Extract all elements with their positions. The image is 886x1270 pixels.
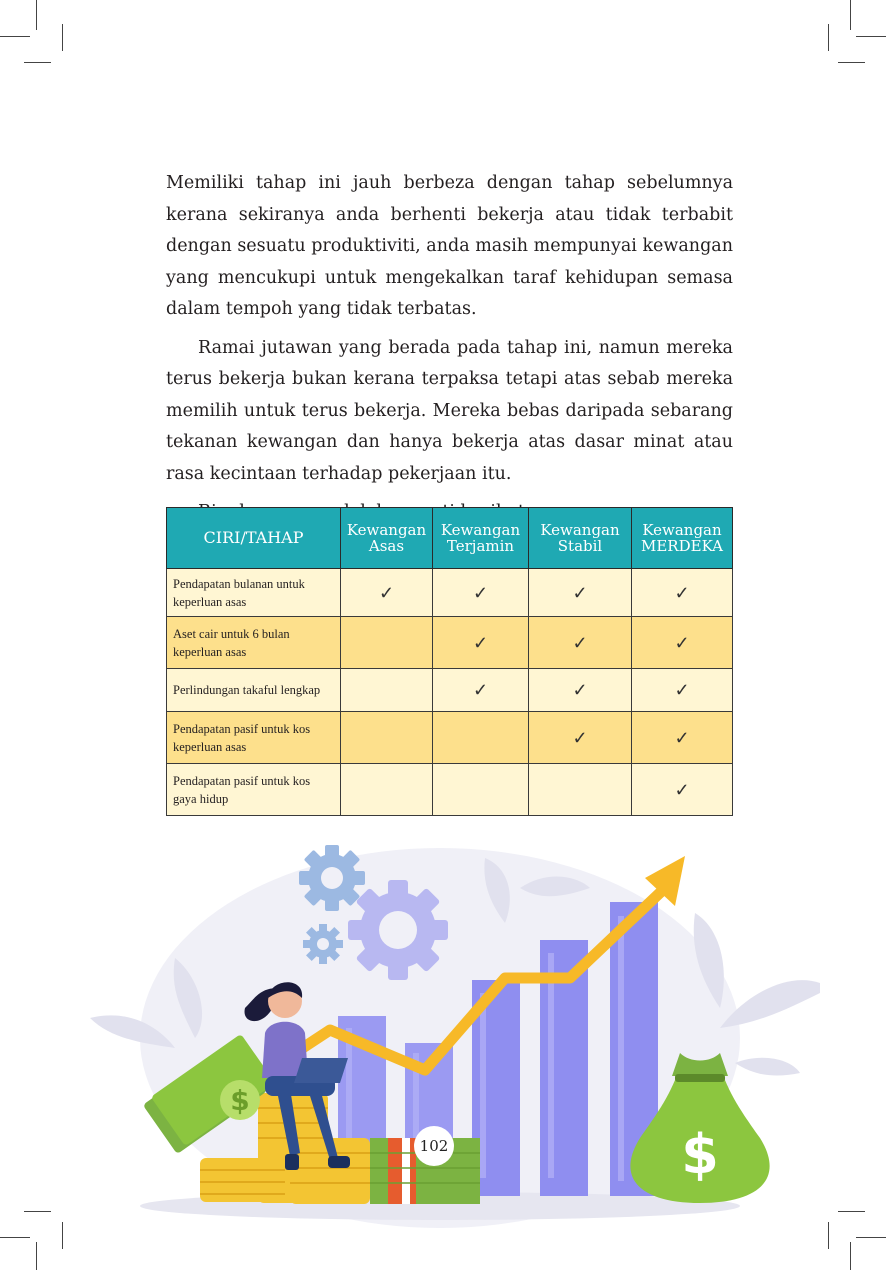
empty-cell xyxy=(341,669,433,712)
check-mark-cell: ✓ xyxy=(433,617,529,669)
body-text xyxy=(166,168,733,536)
empty-cell xyxy=(433,712,529,764)
leaf-icon xyxy=(735,1058,800,1076)
column-header-line2: Stabil xyxy=(557,537,603,555)
gear-icon xyxy=(303,924,343,964)
gear-icon xyxy=(299,845,365,911)
column-header-line2: Asas xyxy=(368,537,405,555)
empty-cell xyxy=(529,764,632,816)
table-row xyxy=(167,764,733,816)
check-mark-cell: ✓ xyxy=(433,669,529,712)
crop-mark xyxy=(850,0,851,30)
check-mark-cell: ✓ xyxy=(632,569,733,617)
crop-mark xyxy=(828,1222,829,1249)
check-mark-cell: ✓ xyxy=(529,669,632,712)
crop-mark xyxy=(36,0,37,30)
crop-mark xyxy=(62,24,63,51)
page-number: 102 xyxy=(419,1137,449,1155)
table-row xyxy=(167,669,733,712)
table-body xyxy=(167,569,733,816)
crop-mark xyxy=(850,1242,851,1270)
column-header xyxy=(433,508,529,569)
empty-cell xyxy=(341,617,433,669)
check-mark-cell: ✓ xyxy=(341,569,433,617)
table-header-row xyxy=(167,508,733,569)
table-row xyxy=(167,712,733,764)
column-header xyxy=(167,508,341,569)
row-label: Perlindungan takaful lengkap xyxy=(167,669,341,712)
check-mark-cell: ✓ xyxy=(632,669,733,712)
empty-cell xyxy=(341,764,433,816)
crop-mark xyxy=(36,1242,37,1270)
column-header xyxy=(529,508,632,569)
crop-mark xyxy=(24,1211,51,1212)
column-header xyxy=(632,508,733,569)
table-row xyxy=(167,569,733,617)
crop-mark xyxy=(856,36,886,37)
crop-mark xyxy=(24,62,51,63)
check-mark-cell: ✓ xyxy=(529,569,632,617)
column-header-text: CIRI/TAHAP xyxy=(203,528,304,547)
summary-table xyxy=(166,507,733,816)
table-row xyxy=(167,617,733,669)
paragraph: Ramai jutawan yang berada pada tahap ini, namun mereka terus bekerja bukan kerana terpaksa tetapi atas sebab mereka memilih untuk terus bekerja. Mereka bebas daripada sebarang tekanan kewangan dan hanya bekerja atas dasar minat atau rasa kecintaan terhadap pekerjaan itu. xyxy=(166,337,733,484)
empty-cell xyxy=(433,764,529,816)
row-label: Aset cair untuk 6 bulan keperluan asas xyxy=(167,617,341,669)
crop-mark xyxy=(62,1222,63,1249)
row-label: Pendapatan bulanan untuk keperluan asas xyxy=(167,569,341,617)
dollar-symbol: $ xyxy=(681,1123,719,1186)
row-label: Pendapatan pasif untuk kos gaya hidup xyxy=(167,764,341,816)
check-mark-cell: ✓ xyxy=(529,712,632,764)
check-mark-cell: ✓ xyxy=(632,764,733,816)
paragraph: Memiliki tahap ini jauh berbeza dengan tahap sebelumnya kerana sekiranya anda berhenti bekerja atau tidak terbabit dengan sesuatu produktiviti, anda masih mempunyai kewangan yang mencukupi untuk mengekalkan taraf kehidupan semasa dalam tempoh yang tidak terbatas. xyxy=(166,173,733,319)
crop-mark xyxy=(0,1237,30,1238)
row-label: Pendapatan pasif untuk kos keperluan asas xyxy=(167,712,341,764)
empty-cell xyxy=(341,712,433,764)
check-mark-cell: ✓ xyxy=(433,569,529,617)
check-mark-cell: ✓ xyxy=(632,617,733,669)
column-header-line1: Kewangan xyxy=(642,521,722,539)
gear-icon xyxy=(348,880,448,980)
crop-mark xyxy=(856,1237,886,1238)
dollar-symbol: $ xyxy=(230,1084,250,1117)
check-mark-cell: ✓ xyxy=(529,617,632,669)
check-mark-cell: ✓ xyxy=(632,712,733,764)
column-header-line2: Terjamin xyxy=(446,537,515,555)
crop-mark xyxy=(0,36,30,37)
column-header-line1: Kewangan xyxy=(540,521,620,539)
crop-mark xyxy=(828,24,829,51)
crop-mark xyxy=(838,1211,865,1212)
column-header-line1: Kewangan xyxy=(346,521,427,539)
column-header-line1: Kewangan xyxy=(440,521,521,539)
column-header xyxy=(341,508,433,569)
column-header-line2: MERDEKA xyxy=(640,537,723,555)
financial-growth-illustration xyxy=(80,838,820,1228)
crop-mark xyxy=(838,62,865,63)
